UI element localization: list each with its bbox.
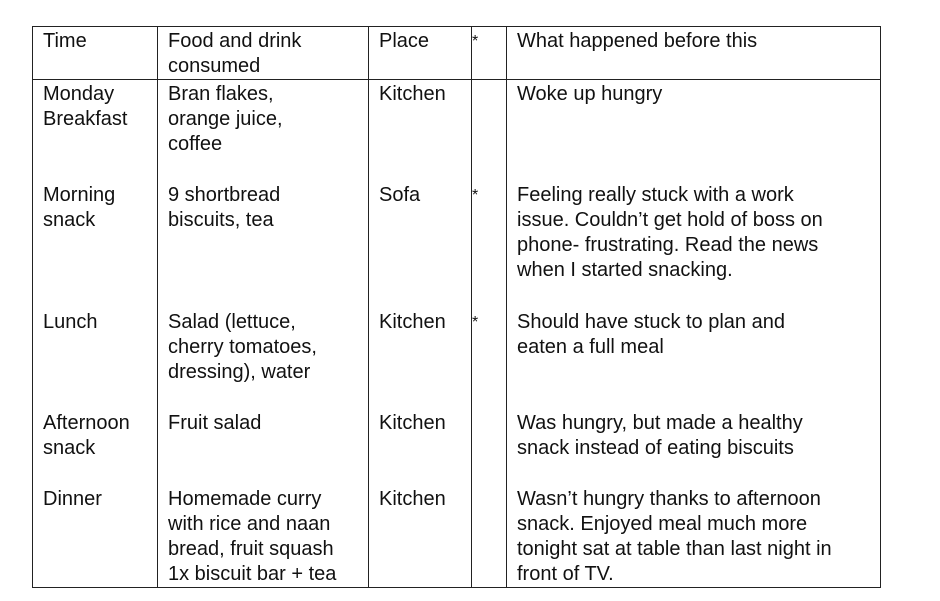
table-row [33, 485, 881, 588]
cell-what-happened: Wasn’t hungry thanks to afternoon snack. Enjoyed meal much more tonight sat at table than last night in front of TV. [507, 485, 881, 588]
cell-what-happened: Should have stuck to plan and eaten a full meal [507, 308, 881, 409]
cell-food: Bran flakes, orange juice, coffee [158, 80, 369, 181]
cell-food: Homemade curry with rice and naan bread, fruit squash 1x biscuit bar + tea [158, 485, 369, 588]
cell-time: Dinner [33, 485, 158, 588]
cell-place: Kitchen [369, 308, 472, 409]
cell-star: * [472, 308, 507, 409]
cell-star: * [472, 181, 507, 308]
header-time: Time [33, 27, 158, 80]
header-row [33, 27, 881, 80]
cell-food: 9 shortbread biscuits, tea [158, 181, 369, 308]
cell-place: Kitchen [369, 485, 472, 588]
cell-time: Morning snack [33, 181, 158, 308]
header-place: Place [369, 27, 472, 80]
cell-time: Monday Breakfast [33, 80, 158, 181]
header-what-happened: What happened before this [507, 27, 881, 80]
table-row [33, 409, 881, 485]
cell-what-happened: Feeling really stuck with a work issue. Couldn’t get hold of boss on phone- frustrating. Read the news when I started snacking. [507, 181, 881, 308]
cell-place: Kitchen [369, 80, 472, 181]
header-food: Food and drink consumed [158, 27, 369, 80]
cell-time: Afternoon snack [33, 409, 158, 485]
cell-time: Lunch [33, 308, 158, 409]
cell-food: Fruit salad [158, 409, 369, 485]
header-star: * [472, 27, 507, 80]
cell-food: Salad (lettuce, cherry tomatoes, dressing), water [158, 308, 369, 409]
food-diary-table [32, 26, 881, 588]
cell-star [472, 485, 507, 588]
cell-star [472, 409, 507, 485]
table-row [33, 80, 881, 181]
cell-star [472, 80, 507, 181]
table-row [33, 308, 881, 409]
table-row [33, 181, 881, 308]
cell-place: Kitchen [369, 409, 472, 485]
cell-place: Sofa [369, 181, 472, 308]
cell-what-happened: Was hungry, but made a healthy snack instead of eating biscuits [507, 409, 881, 485]
cell-what-happened: Woke up hungry [507, 80, 881, 181]
